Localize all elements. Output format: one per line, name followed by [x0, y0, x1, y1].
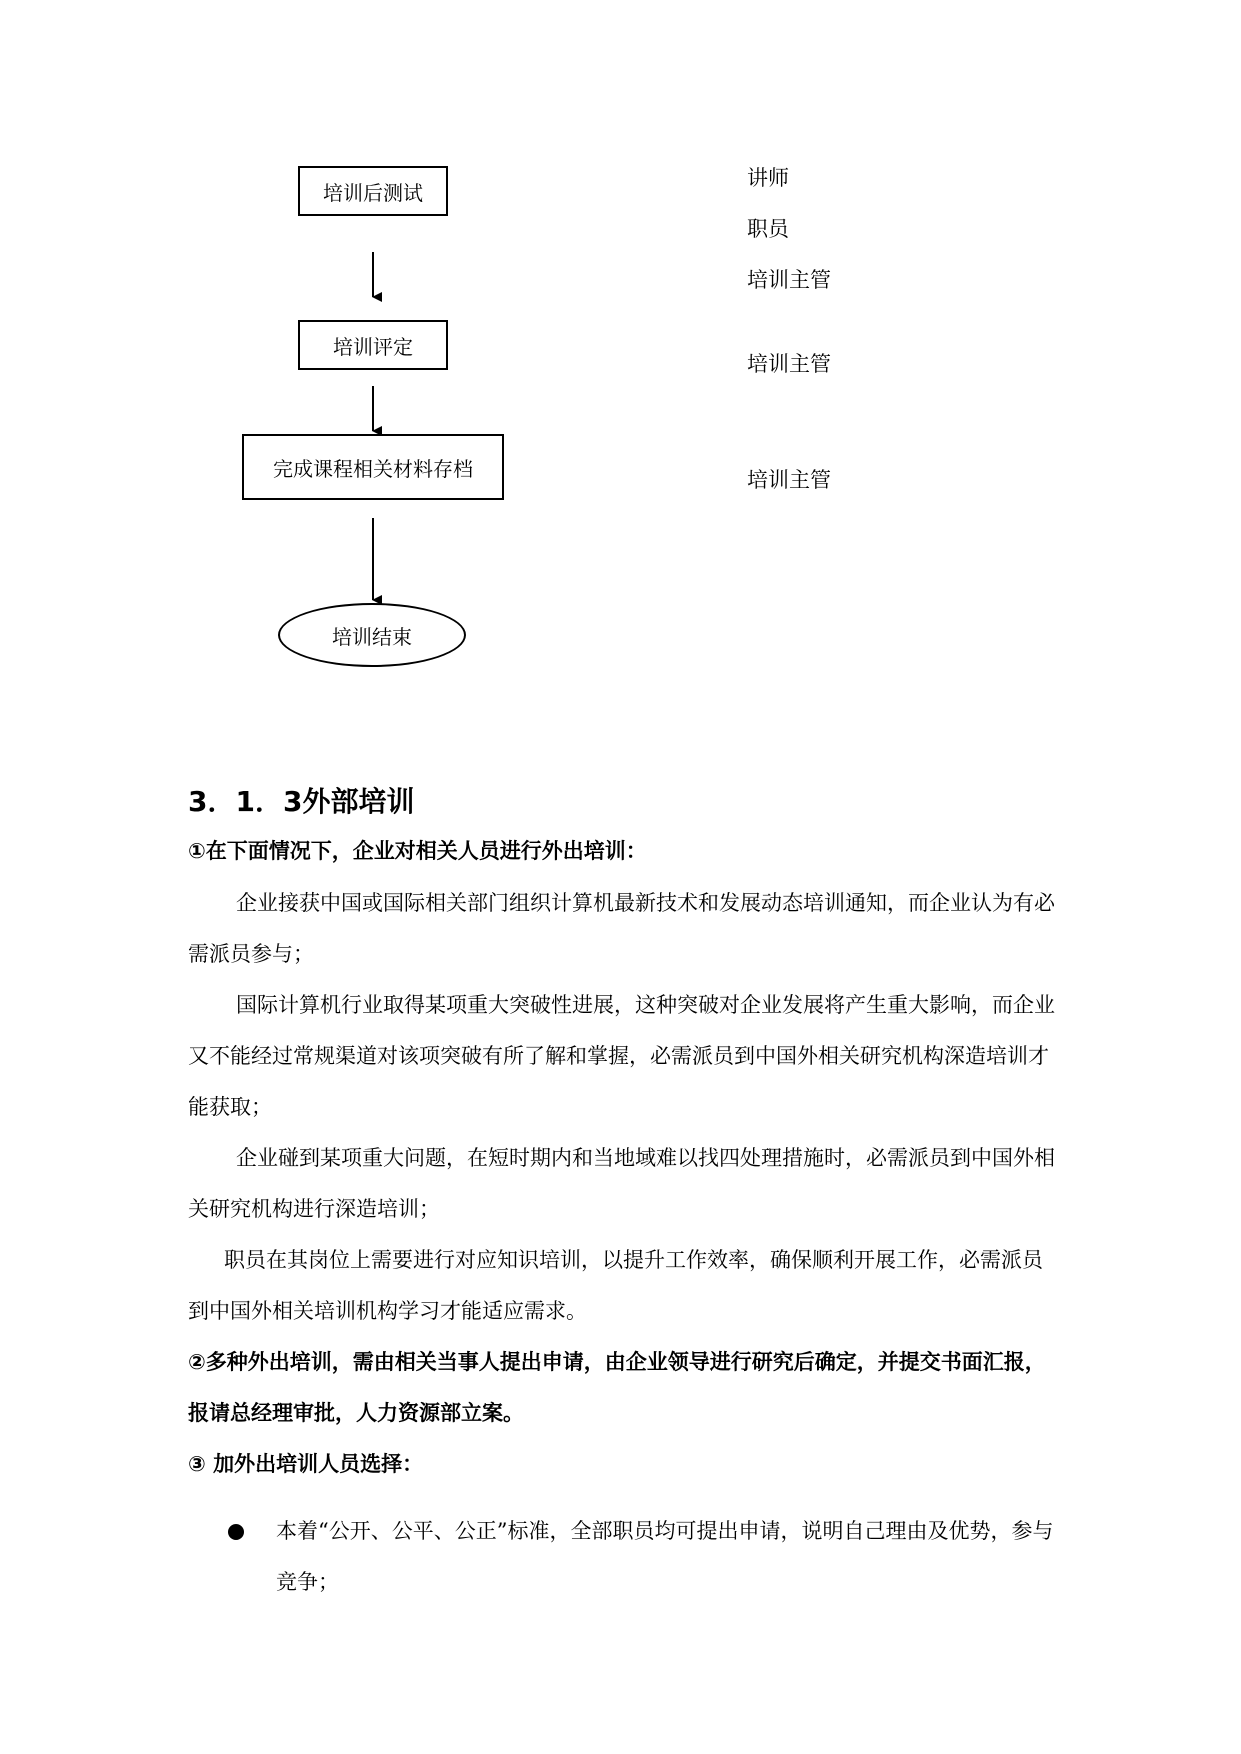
flow-step-label: 培训评定: [333, 334, 413, 359]
role-staff: 职员: [747, 217, 789, 241]
paragraph-2: 国际计算机行业取得某项重大突破性进展，这种突破对企业发展将产生重大影响，而企业又不能经过常规渠道对该项突破有所了解和掌握，必需派员到中国外相关研究机构深造培训才能获取；: [188, 993, 1055, 1119]
paragraph-1: 企业接获中国或国际相关部门组织计算机最新技术和发展动态培训通知，而企业认为有必需派员参与；: [188, 891, 1055, 966]
bullet-item-1: 本着“公开、公平、公正”标准，全部职员均可提出申请，说明自己理由及优势，参与竞争；: [276, 1519, 1054, 1594]
role-training-manager: 培训主管: [747, 468, 831, 492]
section-2: ②多种外出培训，需由相关当事人提出申请，由企业领导进行研究后确定，并提交书面汇报，报请总经理审批，人力资源部立案。: [188, 1350, 1046, 1425]
paragraph-4: 职员在其岗位上需要进行对应知识培训，以提升工作效率，确保顺利开展工作，必需派员到中国外相关培训机构学习才能适应需求。: [188, 1248, 1043, 1323]
bullet-dot: [228, 1524, 244, 1540]
section-3-title: ③ 加外出培训人员选择：: [188, 1452, 424, 1476]
flow-step-label: 培训后测试: [323, 180, 423, 205]
role-training-manager: 培训主管: [747, 268, 831, 292]
role-lecturer: 讲师: [747, 166, 789, 190]
flow-step-label: 完成课程相关材料存档: [273, 456, 473, 481]
role-training-manager: 培训主管: [747, 352, 831, 376]
flowchart-arrows: [0, 0, 1241, 700]
section-heading: 3．1．3外部培训: [188, 785, 415, 818]
flow-end-label: 培训结束: [332, 624, 412, 649]
section-1-title: ①在下面情况下，企业对相关人员进行外出培训：: [188, 839, 647, 863]
paragraph-3: 企业碰到某项重大问题，在短时期内和当地域难以找四处理措施时，必需派员到中国外相关研究机构进行深造培训；: [188, 1146, 1055, 1221]
